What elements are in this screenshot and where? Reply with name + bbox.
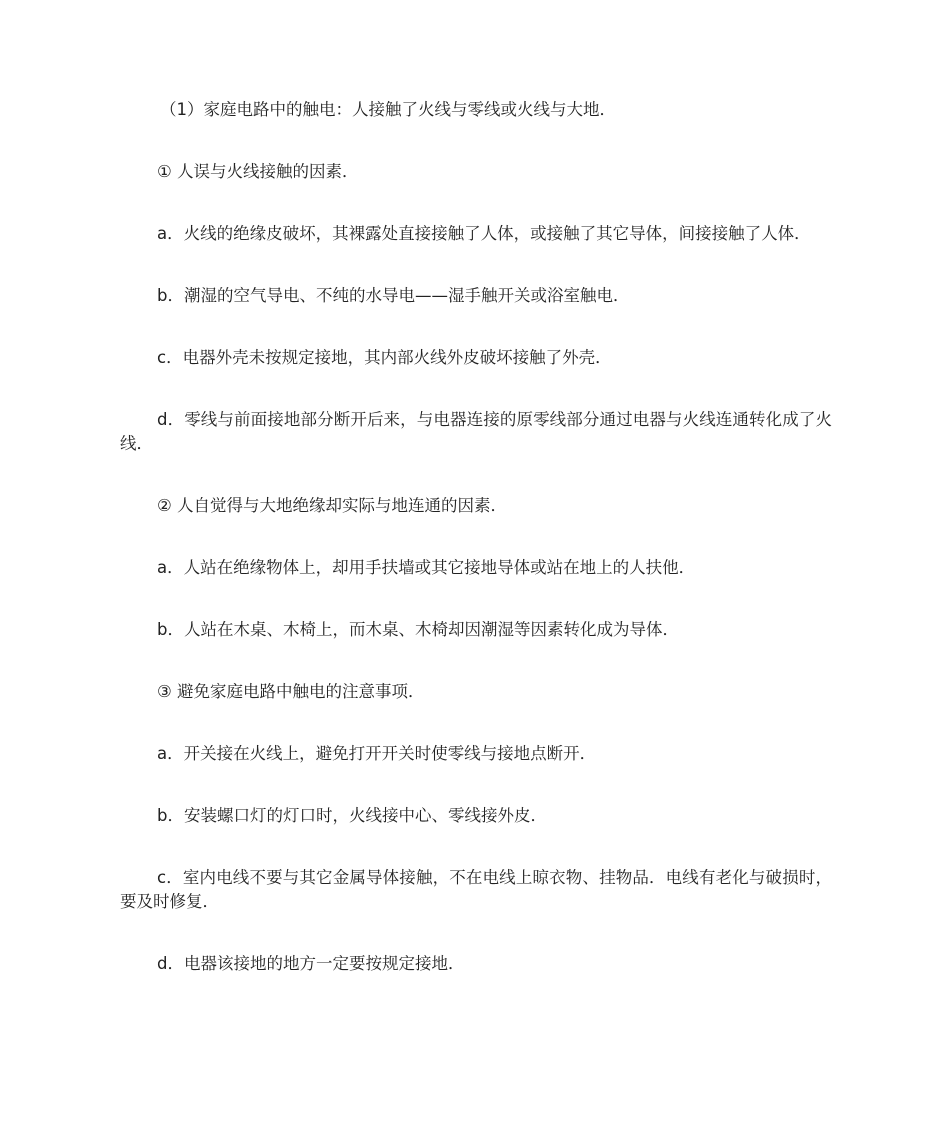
list-item-c-casing-not-grounded: c．电器外壳未按规定接地，其内部火线外皮破坏接触了外壳． — [157, 348, 612, 367]
subheading-accidental-contact-causes: ① 人误与火线接触的因素． — [157, 162, 359, 181]
list-item-d-neutral-broken: d．零线与前面接地部分断开后来，与电器连接的原零线部分通过电器与火线连通转化成了火线． — [120, 410, 832, 453]
section-heading-household-electric-shock: （1）家庭电路中的触电：人接触了火线与零线或火线与大地． — [160, 100, 616, 119]
list-item-b-screw-lamp-socket: b．安装螺口灯的灯口时，火线接中心、零线接外皮． — [157, 806, 547, 825]
subheading-false-insulation-causes: ② 人自觉得与大地绝缘却实际与地连通的因素． — [157, 496, 508, 515]
list-item-a-touching-wall: a．人站在绝缘物体上，却用手扶墙或其它接地导体或站在地上的人扶他． — [157, 558, 696, 577]
list-item-c-indoor-wiring: c．室内电线不要与其它金属导体接触，不在电线上晾衣物、挂物品．电线有老化与破损时，要及时修复． — [120, 868, 832, 911]
list-item-b-damp-furniture: b．人站在木桌、木椅上，而木桌、木椅却因潮湿等因素转化成为导体． — [157, 620, 679, 639]
list-item-b-moisture-conduction: b．潮湿的空气导电、不纯的水导电——湿手触开关或浴室触电． — [157, 286, 630, 305]
subheading-safety-precautions: ③ 避免家庭电路中触电的注意事项． — [157, 682, 425, 701]
list-item-d-grounding: d．电器该接地的地方一定要按规定接地． — [157, 954, 465, 973]
list-item-a-switch-on-live-wire: a．开关接在火线上，避免打开开关时使零线与接地点断开． — [157, 744, 597, 763]
list-item-a-insulation-damage: a．火线的绝缘皮破坏，其裸露处直接接触了人体，或接触了其它导体，间接接触了人体． — [157, 224, 811, 243]
document-body — [120, 98, 832, 1014]
